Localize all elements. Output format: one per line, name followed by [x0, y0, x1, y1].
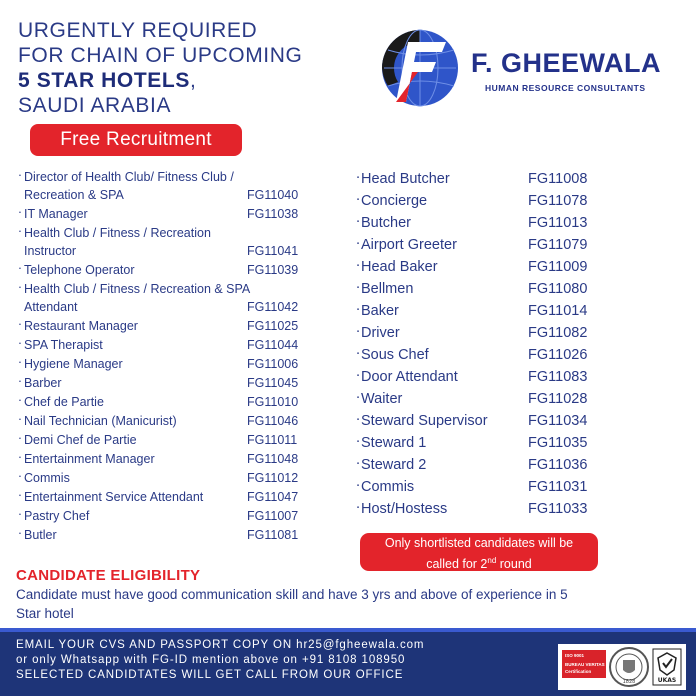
job-title: Concierge	[361, 193, 428, 209]
job-code: FG11025	[247, 319, 299, 333]
job-title: Airport Greeter	[361, 237, 457, 253]
job-item	[16, 469, 332, 488]
job-code: FG11046	[247, 414, 299, 428]
footer-call-line: SELECTED CANDIDTATES WILL GET CALL FROM OUR OFFICE	[16, 669, 404, 681]
headline-line-4: SAUDI ARABIA	[18, 94, 172, 117]
bullet-icon: ·	[355, 411, 361, 427]
bullet-icon: ·	[355, 213, 361, 229]
bullet-icon: ·	[17, 488, 23, 502]
bullet-icon: ·	[17, 431, 23, 445]
bullet-icon: ·	[355, 455, 361, 471]
bullet-icon: ·	[355, 433, 361, 449]
iso-text: ISO 9001	[565, 653, 585, 658]
job-item	[354, 323, 684, 345]
job-code: FG11026	[528, 347, 588, 363]
bullet-icon: ·	[17, 280, 23, 294]
job-code: FG11082	[528, 325, 588, 341]
eligibility-text: Candidate must have good communication skill and have 3 yrs and above of experience in 5 Star hotel	[16, 587, 568, 621]
job-item	[16, 450, 332, 469]
job-title: Steward 2	[361, 457, 427, 473]
ukas-text: UKAS	[657, 677, 677, 684]
bullet-icon: ·	[17, 507, 23, 521]
job-item	[16, 317, 332, 336]
note-line-2	[360, 552, 598, 573]
job-title: Host/Hostess	[361, 501, 448, 517]
job-list-left	[16, 168, 332, 545]
job-code: FG11010	[247, 395, 299, 409]
job-item	[354, 235, 684, 257]
job-title: Steward Supervisor	[361, 413, 488, 429]
job-title: Health Club / Fitness / Recreation Instructor	[24, 226, 211, 258]
bureau-veritas-seal-icon	[608, 646, 650, 688]
bullet-icon: ·	[17, 336, 23, 350]
bullet-icon: ·	[355, 345, 361, 361]
job-item	[354, 169, 684, 191]
note-line-2-sup: nd	[487, 556, 497, 565]
job-title: Chef de Partie	[24, 395, 104, 409]
brand-name: F. GHEEWALA	[471, 48, 662, 78]
job-item	[354, 191, 684, 213]
bullet-icon: ·	[17, 224, 23, 238]
job-item	[354, 213, 684, 235]
job-item	[16, 526, 332, 545]
job-title: Steward 1	[361, 435, 427, 451]
job-code: FG11031	[528, 479, 588, 495]
bullet-icon: ·	[355, 323, 361, 339]
job-code: FG11038	[247, 207, 299, 221]
bullet-icon: ·	[17, 526, 23, 540]
job-item	[354, 279, 684, 301]
job-title: Restaurant Manager	[24, 319, 138, 333]
job-title: Telephone Operator	[24, 263, 135, 277]
job-item	[16, 336, 332, 355]
job-code: FG11044	[247, 338, 299, 352]
job-code: FG11036	[528, 457, 588, 473]
footer-lines	[16, 638, 536, 683]
job-item	[16, 280, 332, 317]
job-code: FG11045	[247, 376, 299, 390]
job-title: Baker	[361, 303, 399, 319]
bullet-icon: ·	[355, 191, 361, 207]
bullet-icon: ·	[17, 168, 23, 182]
note-line-2-prefix: called for 2	[426, 557, 488, 572]
job-item	[16, 393, 332, 412]
bullet-icon: ·	[355, 279, 361, 295]
headline	[18, 18, 348, 118]
bullet-icon: ·	[355, 301, 361, 317]
job-title: Director of Health Club/ Fitness Club / Recreation & SPA	[24, 170, 234, 202]
job-title: Door Attendant	[361, 369, 458, 385]
job-item	[354, 257, 684, 279]
job-item	[354, 411, 684, 433]
job-code: FG11014	[528, 303, 588, 319]
brand-subtitle: HUMAN RESOURCE CONSULTANTS	[485, 83, 646, 93]
job-code: FG11011	[247, 433, 298, 447]
bullet-icon: ·	[355, 257, 361, 273]
footer-contact	[0, 628, 696, 696]
job-item	[16, 224, 332, 261]
job-title: Pastry Chef	[24, 509, 90, 523]
job-code: FG11042	[247, 300, 299, 314]
job-title: Hygiene Manager	[24, 357, 123, 371]
job-title: Entertainment Service Attendant	[24, 490, 204, 504]
job-code: FG11083	[528, 369, 588, 385]
headline-line-1: URGENTLY REQUIRED	[18, 19, 258, 42]
headline-hotels: 5 STAR HOTELS	[18, 69, 190, 92]
bullet-icon: ·	[355, 477, 361, 493]
bullet-icon: ·	[355, 389, 361, 405]
job-title: Sous Chef	[361, 347, 429, 363]
job-title: Entertainment Manager	[24, 452, 155, 466]
job-item	[354, 389, 684, 411]
bv-line-2: Certification	[565, 669, 592, 674]
job-code: FG11080	[528, 281, 588, 297]
job-item	[16, 261, 332, 280]
job-code: FG11047	[247, 490, 299, 504]
job-code: FG11078	[528, 193, 588, 209]
bullet-icon: ·	[17, 205, 23, 219]
job-code: FG11081	[247, 528, 299, 542]
job-code: FG11009	[528, 259, 588, 275]
bullet-icon: ·	[17, 393, 23, 407]
ukas-icon	[652, 648, 682, 686]
job-title: Butler	[24, 528, 57, 542]
job-title: Commis	[361, 479, 415, 495]
job-code: FG11039	[247, 263, 299, 277]
certification-block	[558, 644, 686, 690]
globe-f-logo-icon	[368, 22, 468, 112]
job-item	[354, 433, 684, 455]
bullet-icon: ·	[17, 450, 23, 464]
job-item	[16, 205, 332, 224]
job-item	[354, 477, 684, 499]
job-item	[16, 507, 332, 526]
job-title: Waiter	[361, 391, 403, 407]
job-title: Commis	[24, 471, 70, 485]
job-code: FG11079	[528, 237, 588, 253]
bullet-icon: ·	[355, 367, 361, 383]
job-code: FG11040	[247, 188, 299, 202]
headline-line-3	[18, 68, 348, 93]
job-title: Demi Chef de Partie	[24, 433, 137, 447]
job-title: Head Baker	[361, 259, 438, 275]
bullet-icon: ·	[17, 261, 23, 275]
job-code: FG11012	[247, 471, 299, 485]
brand-logo	[368, 22, 678, 112]
bullet-icon: ·	[355, 499, 361, 515]
footer-email-line: EMAIL YOUR CVS AND PASSPORT COPY ON hr25@fgheewala.com	[16, 639, 425, 651]
eligibility-title: CANDIDATE ELIGIBILITY	[16, 567, 201, 584]
job-item	[354, 367, 684, 389]
note-line-2-suffix: round	[496, 557, 532, 572]
job-title: Bellmen	[361, 281, 414, 297]
job-title: Butcher	[361, 215, 411, 231]
bullet-icon: ·	[17, 374, 23, 388]
headline-line-2: FOR CHAIN OF UPCOMING	[18, 44, 303, 67]
job-title: Barber	[24, 376, 62, 390]
job-title: SPA Therapist	[24, 338, 103, 352]
bullet-icon: ·	[17, 355, 23, 369]
seal-year: 1828	[622, 679, 636, 685]
job-item	[16, 168, 332, 205]
job-code: FG11028	[528, 391, 588, 407]
free-recruitment-badge: Free Recruitment	[30, 124, 242, 156]
job-list-right	[354, 169, 684, 521]
bullet-icon: ·	[17, 412, 23, 426]
bullet-icon: ·	[17, 317, 23, 331]
job-code: FG11008	[528, 171, 588, 187]
job-title: IT Manager	[24, 207, 88, 221]
job-item	[354, 455, 684, 477]
job-code: FG11048	[247, 452, 299, 466]
job-code: FG11033	[528, 501, 588, 517]
bullet-icon: ·	[355, 169, 361, 185]
job-title: Health Club / Fitness / Recreation & SPA Attendant	[24, 282, 250, 314]
job-title: Driver	[361, 325, 400, 341]
job-item	[16, 412, 332, 431]
job-title: Head Butcher	[361, 171, 450, 187]
job-code: FG11013	[528, 215, 588, 231]
bullet-icon: ·	[17, 469, 23, 483]
job-code: FG11006	[247, 357, 299, 371]
job-item	[354, 301, 684, 323]
job-item	[354, 345, 684, 367]
job-code: FG11035	[528, 435, 588, 451]
footer-whatsapp-line: or only Whatsapp with FG-ID mention above on +91 8108 108950	[16, 654, 406, 666]
headline-comma: ,	[189, 69, 197, 92]
job-item	[16, 374, 332, 393]
job-code: FG11007	[247, 509, 299, 523]
job-title: Nail Technician (Manicurist)	[24, 414, 177, 428]
job-item	[16, 488, 332, 507]
shortlist-note	[360, 533, 598, 571]
job-item	[16, 431, 332, 450]
job-item	[354, 499, 684, 521]
note-line-1: Only shortlisted candidates will be	[384, 536, 574, 550]
job-item	[16, 355, 332, 374]
job-code: FG11034	[528, 413, 588, 429]
bullet-icon: ·	[355, 235, 361, 251]
bureau-veritas-label	[562, 650, 606, 678]
job-code: FG11041	[247, 244, 299, 258]
bv-line-1: BUREAU VERITAS	[565, 662, 605, 667]
